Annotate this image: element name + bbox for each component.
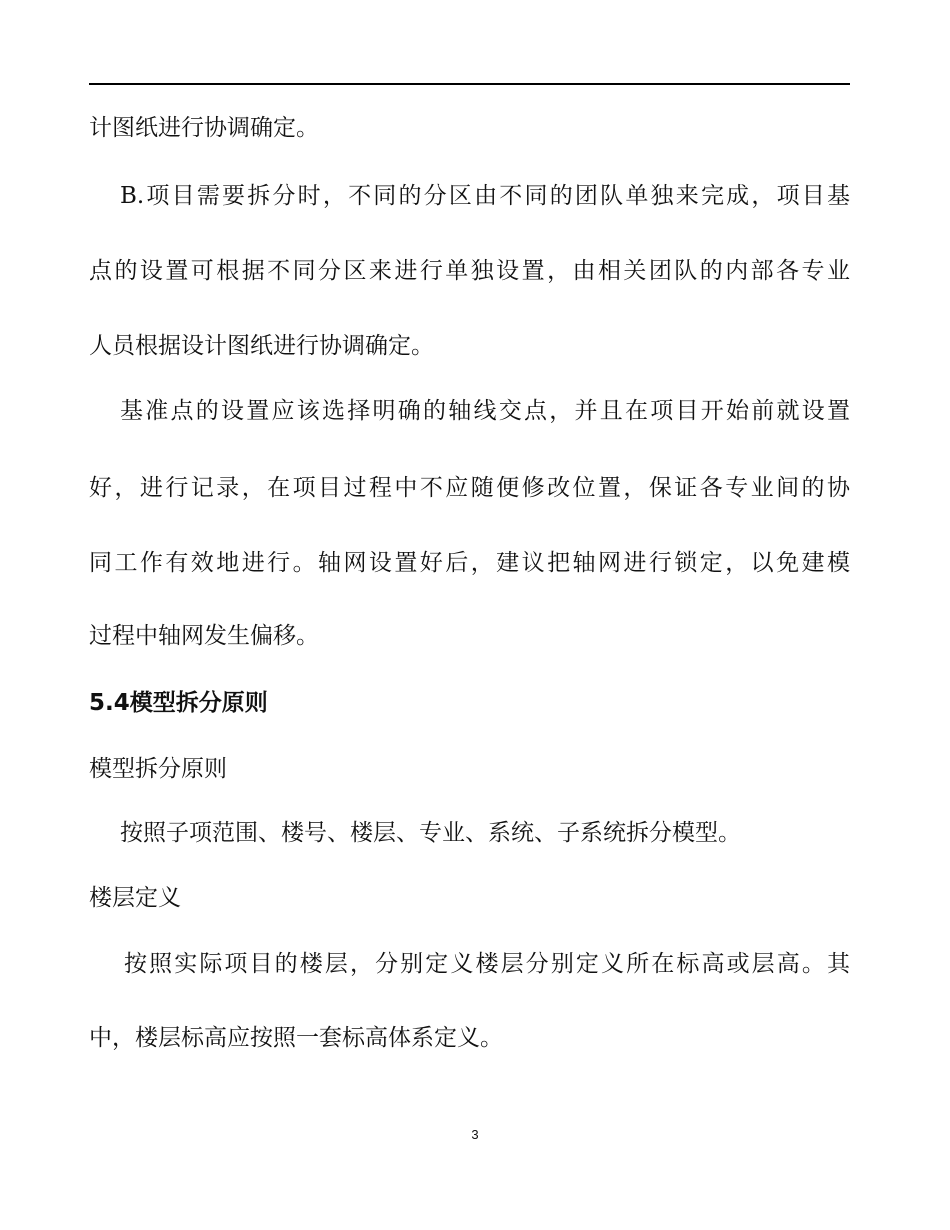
body-line: 按照子项范围、楼号、楼层、专业、系统、子系统拆分模型。 — [120, 820, 741, 846]
body-line: 点的设置可根据不同分区来进行单独设置，由相关团队的内部各专业 — [89, 258, 850, 284]
body-line: 计图纸进行协调确定。 — [89, 115, 319, 141]
subheading: 楼层定义 — [89, 885, 181, 911]
subheading: 模型拆分原则 — [89, 756, 227, 782]
body-line: 基准点的设置应该选择明确的轴线交点，并且在项目开始前就设置 — [120, 398, 850, 424]
page-number: 3 — [471, 1127, 479, 1142]
header-rule — [89, 83, 850, 85]
section-heading: 5.4模型拆分原则 — [89, 690, 268, 716]
body-line: 人员根据设计图纸进行协调确定。 — [89, 333, 434, 359]
body-line: 同工作有效地进行。轴网设置好后，建议把轴网进行锁定，以免建模 — [89, 550, 850, 576]
body-line: 中，楼层标高应按照一套标高体系定义。 — [89, 1025, 503, 1051]
body-line: 按照实际项目的楼层，分别定义楼层分别定义所在标高或层高。其 — [124, 951, 850, 977]
body-line: B.项目需要拆分时，不同的分区由不同的团队单独来完成，项目基 — [120, 183, 850, 209]
body-line: 好，进行记录，在项目过程中不应随便修改位置，保证各专业间的协 — [89, 475, 850, 501]
body-line: 过程中轴网发生偏移。 — [89, 623, 319, 649]
